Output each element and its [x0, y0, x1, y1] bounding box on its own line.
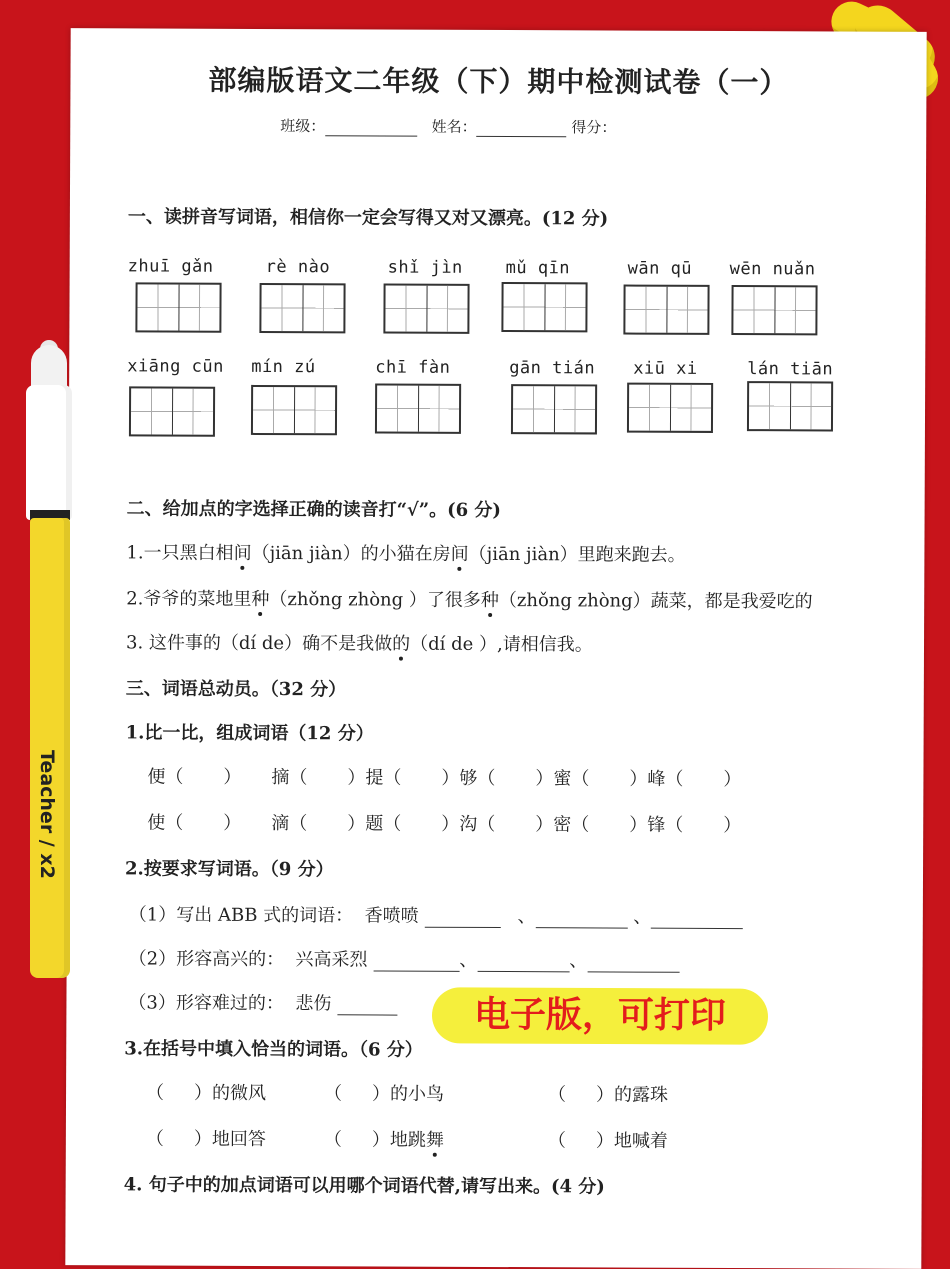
section3-3-heading: 3.在括号中填入恰当的词语。（6 分） — [124, 1038, 423, 1061]
abb-question: （1）写出 ABB 式的词语： 香喷喷 、 、 — [129, 900, 744, 929]
section3-1-heading: 1.比一比，组成词语（12 分） — [125, 722, 374, 745]
writing-grid[interactable] — [129, 386, 215, 436]
pinyin-6: wēn nuǎn — [729, 259, 816, 280]
fill-row-1: （ ）的微风 （ ）的小鸟 （ ）的露珠 — [146, 1082, 669, 1106]
class-blank[interactable] — [325, 121, 417, 136]
pinyin-8: mín zú — [251, 356, 316, 378]
pen-cap — [26, 385, 72, 520]
writing-grid[interactable] — [747, 381, 833, 431]
writing-grid[interactable] — [623, 285, 709, 335]
pen-body — [30, 518, 70, 978]
question-2-2: 2.爷爷的菜地里种（zhǒng zhòng ）了很多种（zhǒng zhòng）蔬菜，都是我爱吃的 — [126, 588, 813, 613]
writing-grid[interactable] — [383, 284, 469, 334]
sad-question: （3）形容难过的： 悲伤 — [128, 988, 397, 1015]
pinyin-10: gān tián — [509, 358, 596, 379]
pinyin-9: chī fàn — [375, 357, 451, 378]
section1-heading: 一、读拼音写词语，相信你一定会写得又对又漂亮。(12 分) — [127, 206, 609, 230]
section3-2-heading: 2.按要求写词语。（9 分） — [124, 858, 334, 881]
name-label: 姓名： — [431, 117, 477, 136]
writing-grid[interactable] — [511, 384, 597, 434]
class-label: 班级： — [280, 117, 326, 136]
pinyin-5: wān qū — [627, 258, 693, 279]
pinyin-2: rè nào — [265, 256, 331, 278]
writing-grid[interactable] — [259, 283, 345, 333]
section3-4-heading: 4. 句子中的加点词语可以用哪个词语代替,请写出来。(4 分) — [123, 1174, 605, 1198]
name-blank[interactable] — [477, 122, 567, 137]
pinyin-7: xiāng cūn — [127, 356, 224, 377]
exam-paper — [65, 28, 926, 1269]
compare-row-2: 使（ ） 滴（ ）题（ ）沟（ ）密（ ）锋（ ） — [147, 812, 742, 837]
writing-grid[interactable] — [501, 282, 587, 332]
writing-grid[interactable] — [627, 383, 713, 433]
fill-row-2: （ ）地回答 （ ）地跳舞 （ ）地喊着 — [145, 1128, 668, 1152]
pinyin-4: mǔ qīn — [505, 258, 571, 279]
happy-question: （2）形容高兴的： 兴高采烈 、 、 — [129, 944, 680, 972]
writing-grid[interactable] — [375, 383, 461, 433]
pinyin-12: lán tiān — [747, 359, 834, 380]
pinyin-3: shǐ jìn — [387, 257, 463, 278]
question-2-3: 3. 这件事的（dí de）确不是我做的（dí de ）,请相信我。 — [125, 632, 593, 656]
section3-heading: 三、词语总动员。（32 分） — [125, 678, 347, 701]
pen-label: Teacher / x2 — [36, 750, 58, 879]
student-info — [280, 115, 616, 137]
promo-banner: 电子版，可打印 — [432, 987, 768, 1044]
writing-grid[interactable] — [135, 282, 221, 332]
page-title: 部编版语文二年级（下）期中检测试卷（一） — [208, 63, 789, 100]
compare-row-1: 便（ ） 摘（ ）提（ ）够（ ）蜜（ ）峰（ ） — [147, 766, 742, 791]
pinyin-1: zhuī gǎn — [127, 256, 214, 277]
writing-grid[interactable] — [731, 285, 817, 335]
section2-heading: 二、给加点的字选择正确的读音打“√”。(6 分) — [126, 498, 502, 522]
writing-grid[interactable] — [251, 385, 337, 435]
question-2-1: 1.一只黑白相间（jiān jiàn）的小猫在房间（jiān jiàn）里跑来跑去。 — [126, 542, 686, 566]
pinyin-11: xiū xi — [633, 358, 698, 379]
score-label: 得分： — [571, 118, 617, 137]
